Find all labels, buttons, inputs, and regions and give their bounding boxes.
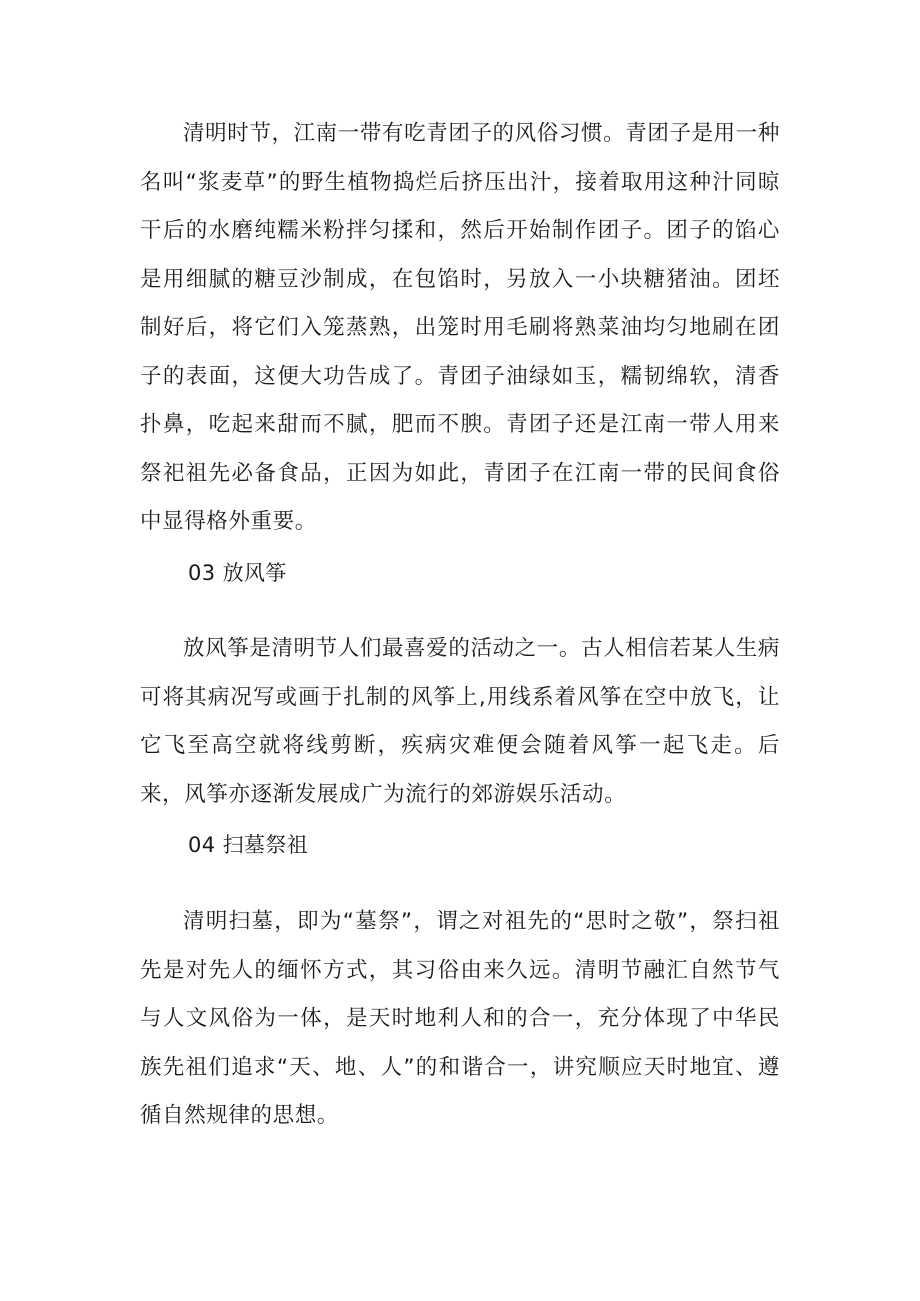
paragraph-qingtuanzi: 清明时节，江南一带有吃青团子的风俗习惯。青团子是用一种名叫“浆麦草”的野生植物捣烂后挤压出汁，接着取用这种汁同晾干后的水磨纯糯米粉拌匀揉和，然后开始制作团子。团子的馅心是用细腻的糖豆沙制成，在包馅时，另放入一小块糖猪油。团坯制好后，将它们入笼蒸熟，出笼时用毛刷将熟菜油均匀地刷在团子的表面，这便大功告成了。青团子油绿如玉，糯韧绵软，清香扑鼻，吃起来甜而不腻，肥而不腴。青团子还是江南一带人用来祭祀祖先必备食品，正因为如此，青团子在江南一带的民间食俗中显得格外重要。 xyxy=(140,121,780,534)
paragraph-kite: 放风筝是清明节人们最喜爱的活动之一。古人相信若某人生病可将其病况写或画于扎制的风筝上,用线系着风筝在空中放飞，让它飞至高空就将线剪断，疾病灾难便会随着风筝一起飞走。后来，风筝亦逐渐发展成广为流行的郊游娱乐活动。 xyxy=(140,636,780,807)
paragraph-tomb-sweeping: 清明扫墓，即为“墓祭”，谓之对祖先的“思时之敬”，祭扫祖先是对先人的缅怀方式，其习俗由来久远。清明节融汇自然节气与人文风俗为一体，是天时地利人和的合一，充分体现了中华民族先祖们追求“天、地、人”的和谐合一，讲究顺应天时地宜、遵循自然规律的思想。 xyxy=(140,909,780,1128)
section-heading-tomb-sweeping: 04 扫墓祭祖 xyxy=(188,833,309,857)
section-heading-kite: 03 放风筝 xyxy=(188,561,287,585)
